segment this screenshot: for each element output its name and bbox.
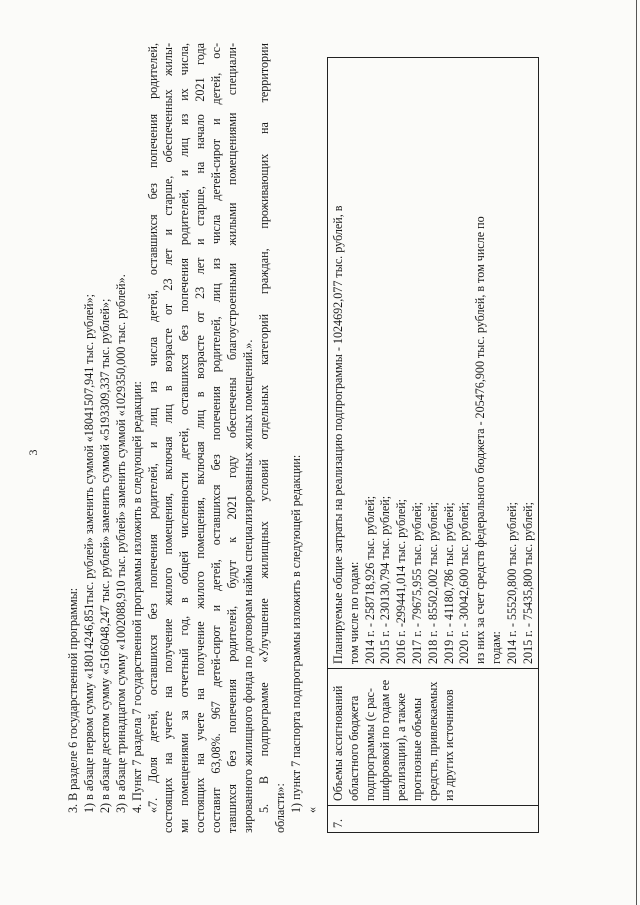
- cell-line: 2014 г. - 258718,926 тыс. рублей;: [362, 495, 377, 664]
- cell-line: 2014 г. - 55520,800 тыс. рублей;: [504, 501, 519, 664]
- text-line: 5. В подпрограмме «Улучшение жилищных условий отдельных категорий граждан, проживающих на территории: [256, 43, 271, 813]
- row-label-cell: [328, 669, 539, 806]
- cell-line: Объемы ассигнований: [331, 685, 345, 801]
- text-line: составит 63,08%. 967 детей-сирот и детей, оставшихся без попечения родителей, лиц из числа детей-сирот и детей, ос-: [209, 43, 224, 833]
- text-line: зированного жилищного фонда по договорам найма специализированных жилых помещений.».: [240, 339, 255, 833]
- text-line: 4. Пункт 7 раздела 7 государственной программы изложить в следующей редакции:: [129, 381, 144, 813]
- text-line: области»:: [272, 783, 287, 833]
- document-body: [66, 43, 319, 833]
- text-line: тавшихся без попечения родителей, будут к 2021 году обеспечены благоустроенными жилыми помещениями специали-: [225, 43, 240, 833]
- cell-line: 2017 г. - 79675,955 тыс. рублей;: [409, 501, 424, 664]
- cell-line: Планируемые общие затраты на реализацию подпрограммы - 1024692,077 тыс. рублей, в: [331, 205, 345, 664]
- row-value-cell: [328, 58, 539, 669]
- cell-line: средств, привлекаемых: [425, 681, 440, 801]
- cell-line: 2019 г. - 41180,786 тыс. рублей;: [441, 502, 456, 664]
- subprogram-passport-table: [327, 57, 539, 833]
- text-line: состоящих на учете на получение жилого помещения, включая лиц в возрасте от 23 лет и старше, на начало 2021 года: [193, 43, 208, 833]
- text-line: состоящих на учете на получение жилого помещения, включая лиц в возрасте от 23 лет и старше, обеспеченных жилы-: [161, 43, 176, 833]
- cell-line: реализации), а также: [394, 693, 409, 801]
- cell-line: 2016 г. -299441,014 тыс. рублей;: [394, 498, 409, 664]
- table-row: [328, 58, 539, 833]
- cell-line: 2018 г. - 85502,002 тыс. рублей;: [425, 501, 440, 664]
- text-line: 2) в абзаце десятом сумму «5166048,247 тыс. рублей» заменить суммой «5193309,337 тыс. рублей»;: [97, 298, 112, 813]
- cell-line: из других источников: [441, 689, 456, 801]
- text-line: 3) в абзаце тринадцатом сумму «1002088,910 тыс. рублей» заменить суммой «1029350,000 тыс. рублей».: [113, 274, 128, 813]
- text-line: «: [304, 806, 319, 813]
- cell-line: из них за счет средств федерального бюджета - 205476,900 тыс. рублей, в том числе по: [473, 216, 488, 664]
- page-number: 3: [26, 449, 40, 456]
- cell-line: 2015 г. - 230130,794 тыс. рублей;: [378, 495, 393, 664]
- cell-line: 2015 г. - 75435,800 тыс. рублей;: [520, 501, 535, 664]
- cell-line: шифровкой по годам ее: [378, 679, 393, 801]
- text-line: 1) в абзаце первом сумму «18014246,851тыс. рублей» заменить суммой «18041507,941 тыс. рублей»;: [81, 293, 96, 813]
- text-line: «7. Доля детей, оставшихся без попечения родителей, и лиц из числа детей, оставшихся без попечения родителей,: [145, 43, 160, 813]
- row-number-cell: 7.: [328, 806, 539, 833]
- cell-line: годам:: [488, 631, 503, 664]
- text-line: 1) пункт 7 паспорта подпрограммы изложить в следующей редакции:: [288, 454, 303, 813]
- cell-line: областного бюджета: [346, 695, 361, 801]
- text-line: 3. В разделе 6 государственной программы:: [66, 587, 80, 813]
- cell-line: том числе по годам:: [346, 561, 361, 664]
- cell-line: 2020 г. - 30042,600 тыс. рублей;: [457, 501, 472, 664]
- scan-edge-line: [636, 0, 637, 905]
- cell-line: подпрограммы (с рас-: [362, 688, 377, 801]
- cell-line: прогнозные объемы: [409, 697, 424, 801]
- text-line: ми помещениями за отчетный год, в общей численности детей, оставшихся без попечения родителей, и лиц из их числа,: [177, 43, 192, 833]
